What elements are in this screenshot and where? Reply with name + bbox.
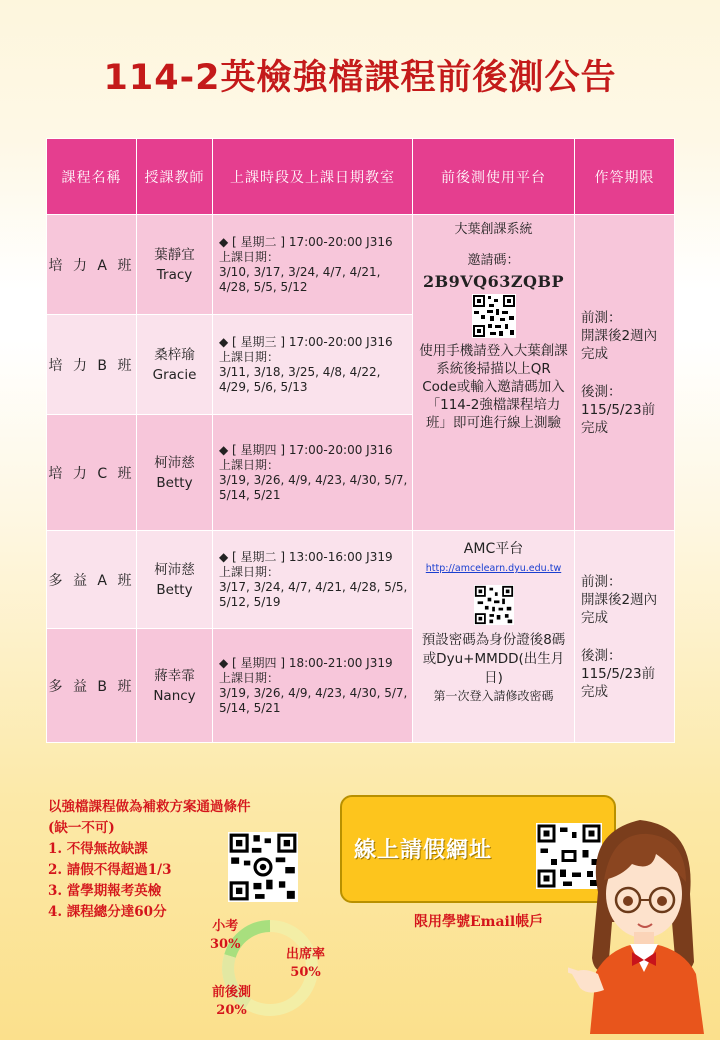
conditions-heading: 以強檔課程做為補救方案通過條件	[48, 799, 251, 815]
test-value: 20%	[216, 1003, 247, 1018]
teacher-cell	[137, 215, 213, 315]
teacher-english-name: Betty	[156, 581, 193, 598]
deadline-cell-2	[575, 531, 675, 743]
schedule-time: ◆ [ 星期二 ] 13:00-16:00 J319	[219, 549, 393, 564]
post-test-deadline: 115/5/23前完成	[581, 665, 656, 700]
student-mascot-illustration	[568, 802, 712, 1034]
teacher-english-name: Gracie	[152, 366, 197, 383]
schedule-time: ◆ [ 星期四 ] 17:00-20:00 J316	[219, 442, 393, 457]
teacher-cell	[137, 315, 213, 415]
conditions-subheading: (缺一不可)	[48, 820, 115, 836]
course-name: 培 力 A 班	[47, 215, 137, 315]
header-deadline: 作答期限	[575, 139, 675, 215]
schedule-table	[46, 138, 675, 743]
header-teacher: 授課教師	[137, 139, 213, 215]
header-course-name: 課程名稱	[47, 139, 137, 215]
teacher-name: 柯沛慈	[154, 561, 195, 578]
test-label-text: 前後測	[212, 985, 252, 1000]
teacher-english-name: Nancy	[153, 687, 196, 704]
teacher-english-name: Tracy	[156, 266, 193, 283]
pre-test-label: 前測：	[581, 573, 622, 590]
schedule-time: ◆ [ 星期二 ] 17:00-20:00 J316	[219, 234, 393, 249]
schedule-time: ◆ [ 星期三 ] 17:00-20:00 J316	[219, 334, 393, 349]
table-row	[47, 531, 675, 629]
course-name: 多 益 B 班	[47, 629, 137, 743]
post-test-label: 後測：	[581, 647, 622, 664]
condition-item: 1. 不得無故缺課	[48, 841, 148, 857]
course-name: 培 力 C 班	[47, 415, 137, 531]
teacher-english-name: Betty	[156, 474, 193, 491]
schedule-dates: 3/17, 3/24, 4/7, 4/21, 4/28, 5/5, 5/12, 5/19	[219, 579, 408, 609]
course-name: 多 益 A 班	[47, 531, 137, 629]
schedule-cell	[213, 215, 413, 315]
attendance-label	[286, 946, 325, 982]
schedule-dates-label: 上課日期：	[219, 349, 280, 364]
pre-test-deadline: 開課後2週內完成	[581, 591, 658, 626]
page-title: 114-2英檢強檔課程前後測公告	[103, 58, 617, 98]
schedule-dates: 3/19, 3/26, 4/9, 4/23, 4/30, 5/7, 5/14, 5/21	[219, 472, 408, 502]
qr-code-icon[interactable]	[228, 832, 298, 902]
deadline-cell-1	[575, 215, 675, 531]
post-test-deadline: 115/5/23前完成	[581, 401, 656, 436]
teacher-cell	[137, 415, 213, 531]
invite-code-label: 邀請碼：	[467, 253, 520, 268]
platform-cell-2	[413, 531, 575, 743]
platform-name: AMC平台	[463, 541, 524, 557]
teacher-cell	[137, 531, 213, 629]
table-header-row	[47, 139, 675, 215]
schedule-dates: 3/19, 3/26, 4/9, 4/23, 4/30, 5/7, 5/14, 5/21	[219, 685, 408, 715]
amc-link[interactable]: http://amcelearn.dyu.edu.tw	[425, 563, 562, 574]
pre-test-deadline: 開課後2週內完成	[581, 327, 658, 362]
qr-code-icon[interactable]	[472, 294, 516, 338]
first-login-note: 第一次登入請修改密碼	[433, 689, 554, 703]
default-password-note: 預設密碼為身份證後8碼或Dyu+MMDD(出生月日)	[421, 632, 566, 686]
teacher-cell	[137, 629, 213, 743]
quiz-label-text: 小考	[212, 919, 239, 934]
qr-code-icon[interactable]	[474, 585, 514, 625]
invite-code: 2B9VQ63ZQBP	[422, 272, 565, 291]
quiz-value: 30%	[210, 937, 241, 952]
schedule-cell	[213, 415, 413, 531]
pass-conditions	[48, 797, 348, 923]
condition-item: 2. 請假不得超過1/3	[48, 862, 172, 878]
condition-item: 4. 課程總分達60分	[48, 904, 167, 920]
schedule-cell	[213, 531, 413, 629]
header-schedule: 上課時段及上課日期教室	[213, 139, 413, 215]
attendance-label-text: 出席率	[286, 947, 326, 962]
schedule-dates-label: 上課日期：	[219, 249, 280, 264]
teacher-name: 蔣幸霏	[154, 667, 195, 684]
schedule-cell	[213, 629, 413, 743]
test-label	[212, 984, 251, 1020]
schedule-dates-label: 上課日期：	[219, 564, 280, 579]
header-platform: 前後測使用平台	[413, 139, 575, 215]
teacher-name: 葉靜宜	[154, 246, 195, 263]
email-account-note: 限用學號Email帳戶	[414, 914, 544, 930]
schedule-dates: 3/10, 3/17, 3/24, 4/7, 4/21, 4/28, 5/5, 5/12	[219, 264, 381, 294]
attendance-value: 50%	[290, 965, 321, 980]
teacher-name: 桑梓瑜	[154, 346, 195, 363]
quiz-label	[210, 918, 240, 954]
schedule-cell	[213, 315, 413, 415]
condition-item: 3. 當學期報考英檢	[48, 883, 162, 899]
platform-cell-1	[413, 215, 575, 531]
course-name: 培 力 B 班	[47, 315, 137, 415]
teacher-name: 柯沛慈	[154, 454, 195, 471]
table-row	[47, 215, 675, 315]
platform-name: 大葉創課系統	[454, 222, 533, 237]
platform-instructions: 使用手機請登入大葉創課系統後掃描以上QR Code或輸入邀請碼加入「114-2強檔課程培力班」即可進行線上測驗	[419, 343, 568, 431]
schedule-dates-label: 上課日期：	[219, 670, 280, 685]
post-test-label: 後測：	[581, 383, 622, 400]
online-leave-label: 線上請假網址	[354, 838, 493, 863]
schedule-dates-label: 上課日期：	[219, 457, 280, 472]
schedule-dates: 3/11, 3/18, 3/25, 4/8, 4/22, 4/29, 5/6, 5/13	[219, 364, 381, 394]
pre-test-label: 前測：	[581, 309, 622, 326]
schedule-time: ◆ [ 星期四 ] 18:00-21:00 J319	[219, 655, 393, 670]
